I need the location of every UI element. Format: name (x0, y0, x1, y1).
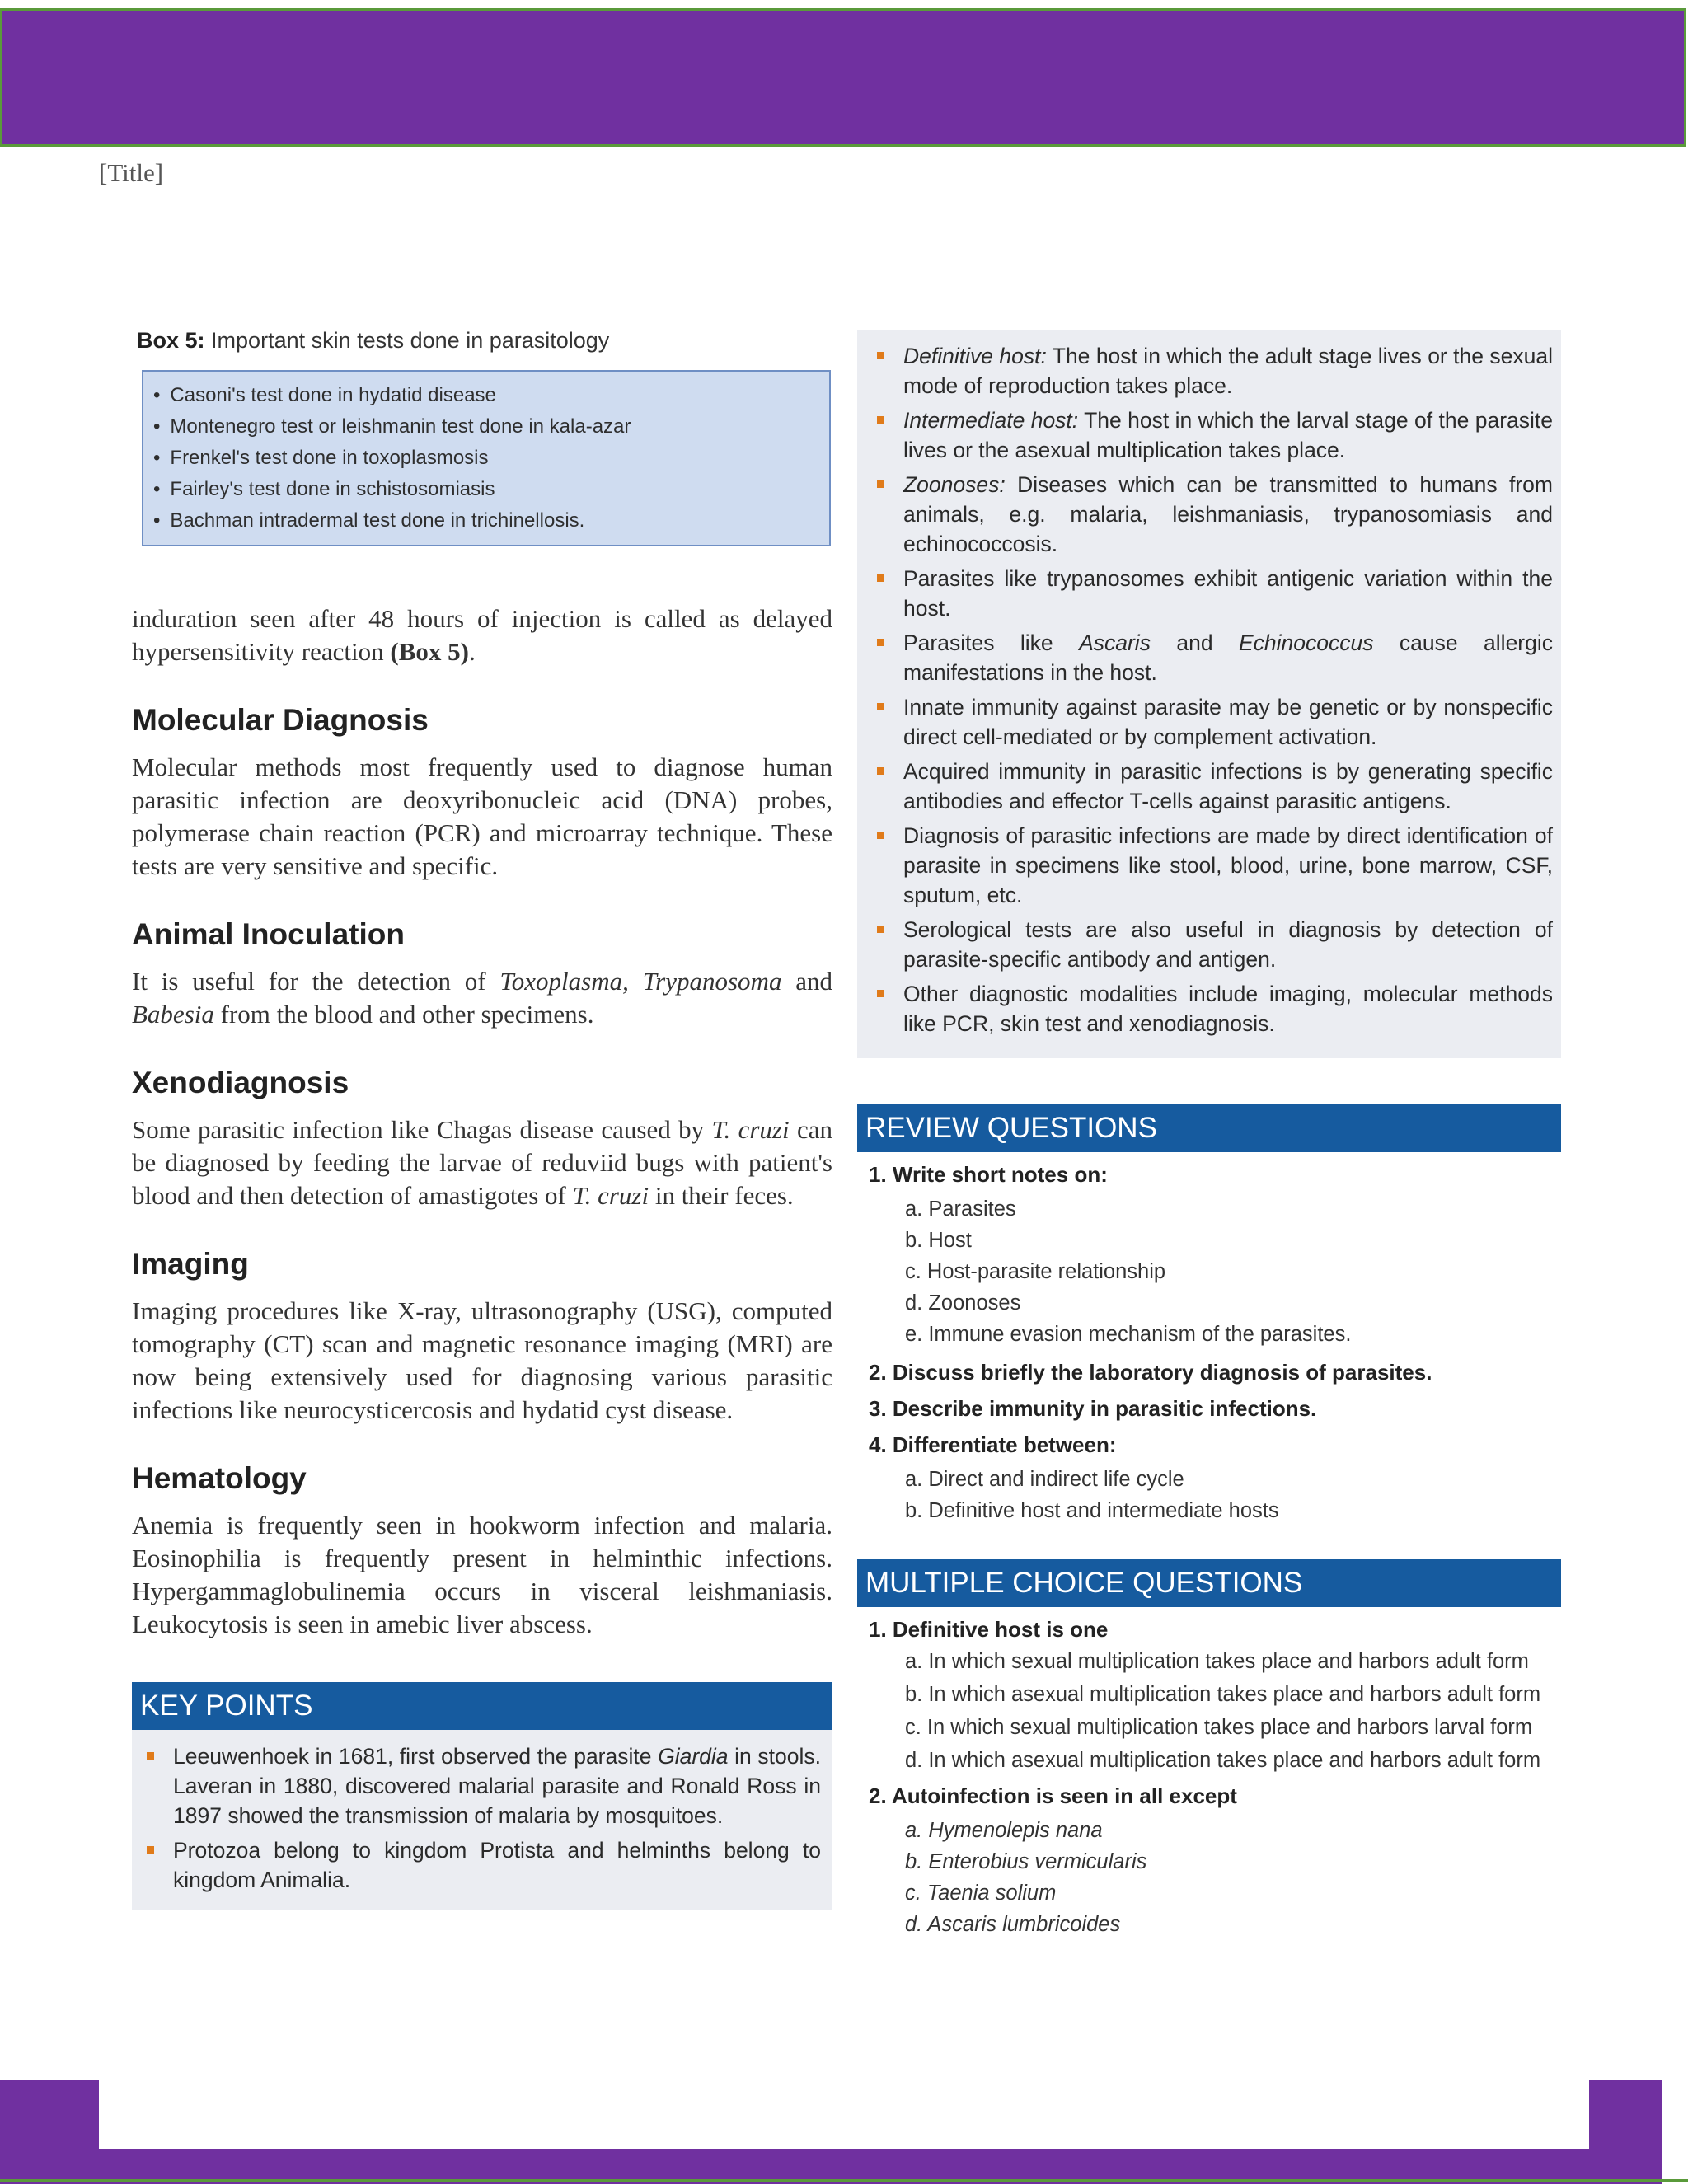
left-column (132, 328, 832, 1910)
xeno-t3: in their feces. (649, 1181, 794, 1210)
animal-t1: It is useful for the detection of (132, 967, 500, 996)
xeno-i2: T. cruzi (572, 1181, 649, 1210)
mcq-q2-option: c. Taenia solium (905, 1882, 1057, 1905)
heading-xeno: Xenodiagnosis (132, 1066, 349, 1099)
mcq-q1-option: c. In which sexual multiplication takes place and harbors larval form (905, 1716, 1533, 1739)
key-point-item: Diagnosis of parasitic infections are made by direct identification of parasite in specimens like stool, blood, urine, bone marrow, CSF, sputum, etc. (870, 821, 1553, 910)
key-points-body (132, 1730, 832, 1910)
xeno-i1: T. cruzi (711, 1115, 790, 1144)
animal-t3: from the blood and other specimens. (213, 1000, 594, 1029)
r5-b: and (1150, 630, 1239, 655)
review-q1-option: c. Host-parasite relationship (905, 1260, 1166, 1283)
key-point-item: Parasites like trypanosomes exhibit antigenic variation within the host. (870, 564, 1553, 623)
header-band (0, 8, 1686, 147)
r2-term: Intermediate host: (903, 408, 1079, 433)
r3-text: Diseases which can be transmitted to humans from animals, e.g. malaria, leishmaniasis, trypanosomiasis and echinococcosis. (903, 472, 1553, 556)
right-column (857, 330, 1561, 1940)
r1-text: The host in which the adult stage lives or the sexual mode of reproduction takes place. (903, 344, 1553, 398)
footer-line (0, 2179, 1688, 2182)
animal-t2: and (781, 967, 833, 996)
mcq-q1: 1. Definitive host is one (869, 1617, 1109, 1642)
review-q4-option: b. Definitive host and intermediate hosts (905, 1499, 1279, 1522)
review-q3: 3. Describe immunity in parasitic infections. (869, 1396, 1317, 1421)
key-point-item: Acquired immunity in parasitic infections is by generating specific antibodies and effector T-cells against parasitic antigens. (870, 757, 1553, 816)
key-points-continued (857, 330, 1561, 1058)
box5-item: • Bachman intradermal test done in trichinellosis. (153, 505, 816, 537)
key-point-item (870, 341, 1553, 401)
intro-text: induration seen after 48 hours of injection is called as delayed hypersensitivity reaction (132, 604, 832, 666)
review-q1-option: b. Host (905, 1229, 972, 1252)
review-q1-option: d. Zoonoses (905, 1291, 1021, 1315)
mcq-q1-option: a. In which sexual multiplication takes place and harbors adult form (905, 1650, 1529, 1673)
mcq-q2: 2. Autoinfection is seen in all except (869, 1783, 1237, 1808)
heading-hematology: Hematology (132, 1461, 307, 1495)
key-point-item (870, 405, 1553, 465)
box5-item: • Casoni's test done in hydatid disease (153, 380, 816, 411)
key-points-box (132, 1682, 832, 1910)
key-point-item: Innate immunity against parasite may be genetic or by nonspecific direct cell-mediated or by complement activation. (870, 692, 1553, 752)
review-q4: 4. Differentiate between: (869, 1432, 1117, 1457)
section-hematology (132, 1461, 832, 1641)
mcq-q2-option: b. Enterobius vermicularis (905, 1850, 1147, 1873)
hematology-text: Anemia is frequently seen in hookworm infection and malaria. Eosinophilia is frequently present in helminthic infections. Hypergammaglobulinemia occurs in visceral leishmaniasis. Leukocytosis is seen in amebic liver abscess. (132, 1511, 832, 1638)
molecular-text: Molecular methods most frequently used to diagnose human parasitic infection are deoxyribonucleic acid (DNA) probes, polymerase chain reaction (PCR) and microarray technique. These tests are very sensitive and specific. (132, 752, 832, 880)
review-q1-option: e. Immune evasion mechanism of the parasites. (905, 1323, 1352, 1346)
key-point-item: Serological tests are also useful in diagnosis by detection of parasite-specific antibody and antigen. (870, 915, 1553, 974)
box5-label: Box 5: (137, 328, 205, 353)
mcq-section (857, 1559, 1561, 1940)
intro-end: . (468, 637, 476, 666)
mcq-q2-option: a. Hymenolepis nana (905, 1819, 1103, 1842)
intro-paragraph (132, 602, 832, 668)
box5-item: • Frenkel's test done in toxoplasmosis (153, 443, 816, 474)
kp1-a: Leeuwenhoek in 1681, first observed the parasite (173, 1744, 659, 1769)
r5-a: Parasites like (903, 630, 1080, 655)
review-questions (857, 1104, 1561, 1526)
r5-c: cause allergic manifestations in the host. (903, 630, 1554, 685)
box5-caption (137, 328, 832, 354)
xeno-t1: Some parasitic infection like Chagas disease caused by (132, 1115, 712, 1144)
title-placeholder: [Title] (99, 158, 164, 187)
section-imaging (132, 1247, 832, 1427)
mcq-q1-option: d. In which asexual multiplication takes place and harbors adult form (905, 1749, 1541, 1772)
animal-i1: Toxoplasma, Trypanosoma (499, 967, 782, 996)
heading-imaging: Imaging (132, 1247, 249, 1281)
section-animal (132, 917, 832, 1031)
review-q2: 2. Discuss briefly the laboratory diagnosis of parasites. (869, 1360, 1432, 1385)
key-point-item (870, 628, 1553, 687)
section-xeno (132, 1066, 832, 1212)
mcq-q2-option: d. Ascaris lumbricoides (905, 1913, 1121, 1936)
box5-skin-tests (142, 370, 831, 546)
heading-animal: Animal Inoculation (132, 917, 405, 951)
box5-item: • Montenegro test or leishmanin test done in kala-azar (153, 411, 816, 443)
key-points-heading: KEY POINTS (132, 1682, 832, 1730)
key-point-item (140, 1741, 821, 1830)
xeno-t2: can be diagnosed by feeding the larvae of reduviid bugs with patient's blood and then detection of amastigotes of (132, 1115, 832, 1210)
animal-text (132, 965, 832, 1031)
section-molecular (132, 703, 832, 883)
review-q4-option: a. Direct and indirect life cycle (905, 1468, 1184, 1491)
imaging-text: Imaging procedures like X-ray, ultrasonography (USG), computed tomography (CT) scan and magnetic resonance imaging (MRI) are now being extensively used for diagnosing various parasitic infections like neurocysticercosis and hydatid cyst disease. (132, 1296, 832, 1424)
review-q1: 1. Write short notes on: (869, 1162, 1108, 1187)
box5-ref: (Box 5) (390, 637, 469, 666)
r2-text: The host in which the larval stage of the parasite lives or the asexual multiplication takes place. (903, 408, 1553, 462)
review-heading: REVIEW QUESTIONS (857, 1104, 1561, 1152)
key-point-item: Protozoa belong to kingdom Protista and helminths belong to kingdom Animalia. (140, 1835, 821, 1895)
xeno-text (132, 1113, 832, 1212)
mcq-heading: MULTIPLE CHOICE QUESTIONS (857, 1559, 1561, 1607)
kp1-b: in stools. Laveran in 1880, discovered malarial parasite and Ronald Ross in 1897 showed the transmission of malaria by mosquitoes. (173, 1744, 821, 1828)
box5-item: • Fairley's test done in schistosomiasis (153, 474, 816, 505)
r5-i1: Ascaris (1079, 630, 1151, 655)
box5-caption-text: Important skin tests done in parasitology (211, 328, 610, 353)
footer-inner (99, 2080, 1589, 2149)
animal-i2: Babesia (132, 1000, 214, 1029)
r1-term: Definitive host: (903, 344, 1047, 368)
kp1-i: Giardia (658, 1744, 729, 1769)
heading-molecular: Molecular Diagnosis (132, 703, 429, 737)
key-point-item (870, 470, 1553, 559)
review-q1-option: a. Parasites (905, 1197, 1016, 1221)
r3-term: Zoonoses: (903, 472, 1006, 497)
mcq-q1-option: b. In which asexual multiplication takes place and harbors adult form (905, 1683, 1541, 1706)
key-point-item: Other diagnostic modalities include imaging, molecular methods like PCR, skin test and xenodiagnosis. (870, 979, 1553, 1038)
r5-i2: Echinococcus (1239, 630, 1374, 655)
